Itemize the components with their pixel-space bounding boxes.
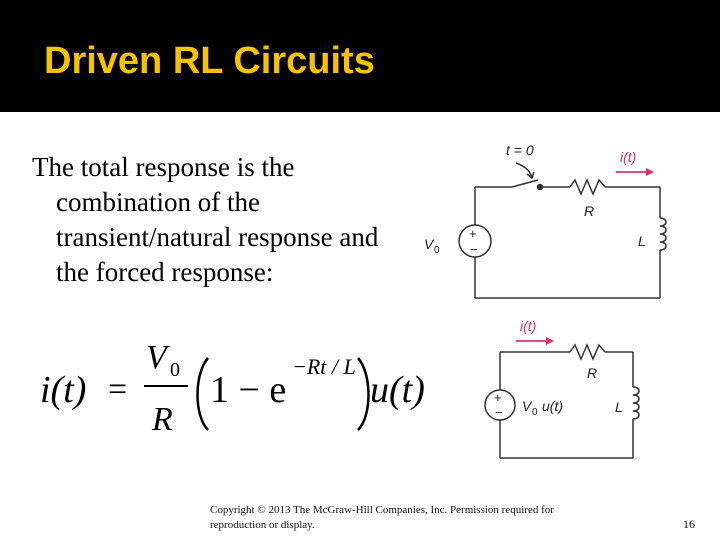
formula-one-minus-e: 1 − e [210,369,287,411]
source-suffix-bottom: u(t) [542,398,563,414]
resistor-bottom [570,345,605,359]
current-label-bottom: i(t) [520,318,537,334]
inductor-bottom [633,387,639,419]
formula-equals: = [108,371,128,408]
inductor-top [660,218,666,250]
source-plus-bottom: + [494,390,502,405]
source-sub-bottom: 0 [532,407,538,418]
formula-denominator: R [152,401,173,438]
formula-lhs: i(t) [40,369,87,411]
response-formula [30,330,450,440]
copyright-footer [210,503,610,533]
source-plus-top: + [469,226,477,241]
formula-numerator: V [146,339,167,376]
resistor-label-top: R [584,203,595,219]
circuit-unit-step [470,315,680,465]
right-paren [358,358,369,430]
formula-numerator-sub: 0 [170,359,180,381]
source-minus-top: − [470,242,478,257]
title-bar [0,0,720,112]
body-text [32,150,442,290]
source-label-bottom: V [522,398,532,414]
body-line-2: combination of the [56,187,260,217]
resistor-top [570,180,605,194]
switch-label: t = 0 [506,142,534,158]
slide-number: 16 [683,517,695,531]
source-sub-top: 0 [434,245,440,256]
formula-exponent: −Rt / L [292,354,356,379]
body-line-4: the forced response: [56,257,274,287]
current-label-top: i(t) [620,149,637,165]
switch-blade [512,180,538,187]
copyright-line-1: Copyright © 2013 The McGraw-Hill Companies, Inc. Permission required for [210,504,554,516]
body-line-1: The total response is the [32,152,295,182]
body-line-3: transient/natural response and [56,222,379,252]
left-paren [198,358,209,430]
inductor-label-top: L [638,233,646,249]
source-label-top: V [424,236,434,252]
source-minus-bottom: − [495,405,503,420]
resistor-label-bottom: R [587,365,598,381]
copyright-line-2: reproduction or display. [210,519,315,531]
inductor-label-bottom: L [615,399,623,415]
circuit-switched [420,130,700,310]
formula-unit-step: u(t) [370,369,425,411]
slide-title: Driven RL Circuits [44,40,375,82]
